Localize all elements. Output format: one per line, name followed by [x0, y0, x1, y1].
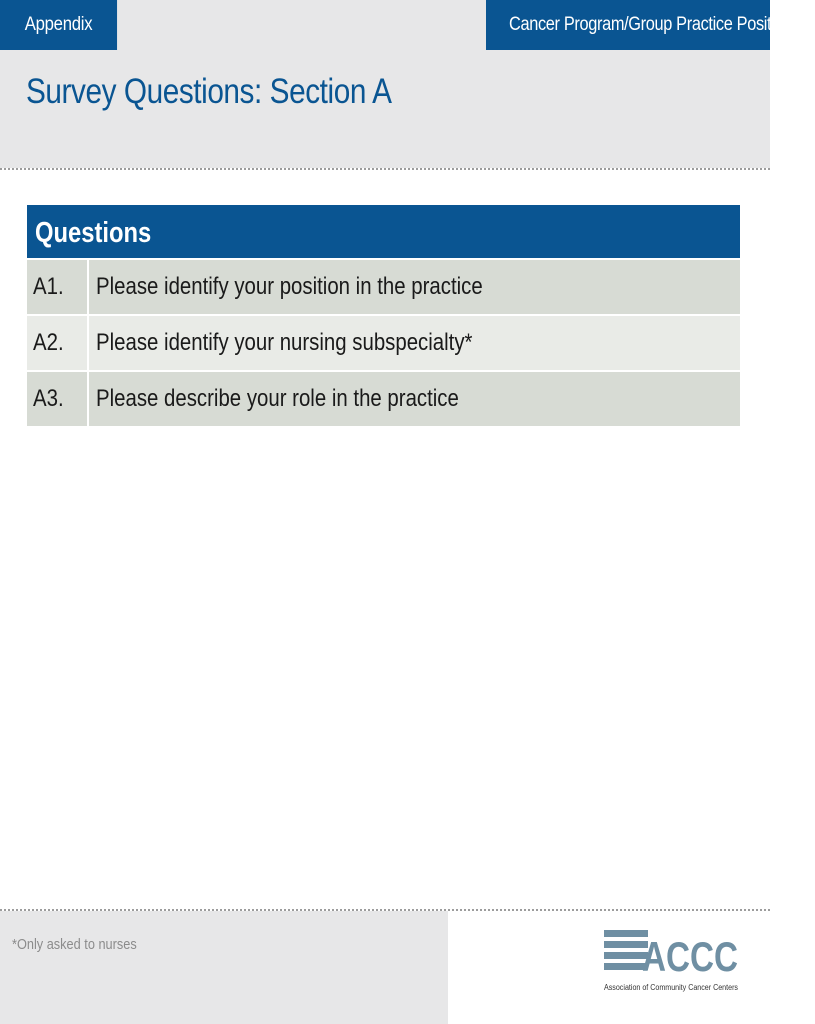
divider-top: [0, 168, 770, 170]
question-text-content: Please identify your position in the practice: [96, 273, 483, 300]
question-text: [89, 372, 740, 426]
question-number-text: A1.: [33, 273, 64, 300]
question-text-content: Please describe your role in the practice: [96, 385, 459, 412]
questions-table: [27, 205, 740, 426]
question-text: [89, 316, 740, 370]
table-header: [27, 205, 740, 258]
table-row: [27, 260, 740, 314]
position-tab: [486, 0, 793, 50]
question-number: [27, 372, 87, 426]
page-title: Survey Questions: Section A: [26, 72, 392, 111]
question-number-text: A3.: [33, 385, 64, 412]
question-number: [27, 316, 87, 370]
logo-wordmark: ACCC: [642, 933, 738, 980]
question-number: [27, 260, 87, 314]
question-text: [89, 260, 740, 314]
table-row: [27, 372, 740, 426]
accc-logo: [604, 928, 740, 996]
question-text-content: Please identify your nursing subspecialty*: [96, 329, 473, 356]
footnote: *Only asked to nurses: [12, 936, 137, 953]
question-number-text: A2.: [33, 329, 64, 356]
logo-caption: Association of Community Cancer Centers: [604, 983, 738, 992]
position-tab-label: Cancer Program/Group Practice Position: [509, 14, 793, 35]
footer-panel: [0, 911, 448, 1024]
table-heading: Questions: [35, 217, 152, 249]
table-row: [27, 316, 740, 370]
appendix-tab: Appendix: [0, 0, 117, 50]
